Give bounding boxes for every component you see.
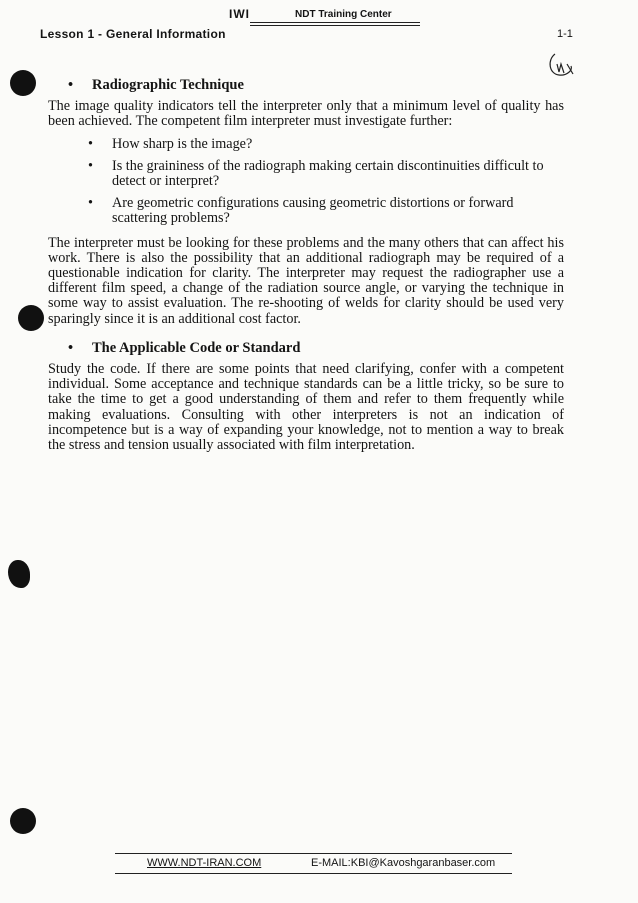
- header-logo: IWI: [229, 7, 250, 21]
- header-rule: [250, 22, 420, 23]
- section-body: The interpreter must be looking for these problems and the many others that can affect his work. There is also the possibility that an additional radiograph may be required of a questionable indication for clarity. The interpreter may request the radiographer use a different film speed, a change of the radiation source angle, or varying the technique in some way to assist evaluation. The re-shooting of welds for clarity should be used very sparingly since it is an additional cost factor.: [48, 234, 564, 327]
- section-heading: • The Applicable Code or Standard: [68, 339, 301, 356]
- punch-hole: [10, 808, 36, 834]
- page-content: [48, 78, 564, 453]
- page-number: 1-1: [557, 28, 573, 40]
- section-body: Study the code. If there are some points that need clarifying, confer with a competent individual. Some acceptance and technique standards can be a little tricky, so be sure to take the time to get a good understanding of them and refer to them frequently while making evaluations. Consulting with other interpreters is not an indication of incompetence but is a way of expanding your knowledge, not to mention a way to break the stress and tension usually associated with film interpretation.: [48, 361, 564, 454]
- punch-hole: [18, 305, 44, 331]
- punch-hole: [10, 70, 36, 96]
- list-item: • Are geometric configurations causing geometric distortions or forward scattering problems?: [88, 195, 514, 227]
- footer-email[interactable]: E-MAIL:KBI@Kavoshgaranbaser.com: [311, 857, 496, 869]
- section-intro: The image quality indicators tell the interpreter only that a minimum level of quality has been achieved. The competent film interpreter must investigate further:: [48, 98, 564, 130]
- lesson-title: Lesson 1 - General Information: [40, 27, 226, 41]
- list-item: • Is the graininess of the radiograph making certain discontinuities difficult to detect or interpret?: [88, 157, 544, 190]
- section-heading: • Radiographic Technique: [68, 77, 244, 93]
- footer-rule: [115, 873, 512, 874]
- bullet-icon: •: [88, 157, 93, 174]
- header-rule: [250, 25, 420, 26]
- punch-hole: [8, 560, 30, 588]
- footer-rule: [115, 853, 512, 854]
- bullet-icon: •: [68, 77, 74, 93]
- bullet-icon: •: [68, 339, 74, 356]
- handwritten-mark-icon: [545, 40, 579, 80]
- training-center-name: NDT Training Center: [295, 9, 392, 20]
- footer-website[interactable]: WWW.NDT-IRAN.COM: [147, 857, 262, 869]
- list-item: • How sharp is the image?: [88, 135, 253, 152]
- bullet-icon: •: [88, 135, 93, 152]
- bullet-icon: •: [88, 195, 93, 212]
